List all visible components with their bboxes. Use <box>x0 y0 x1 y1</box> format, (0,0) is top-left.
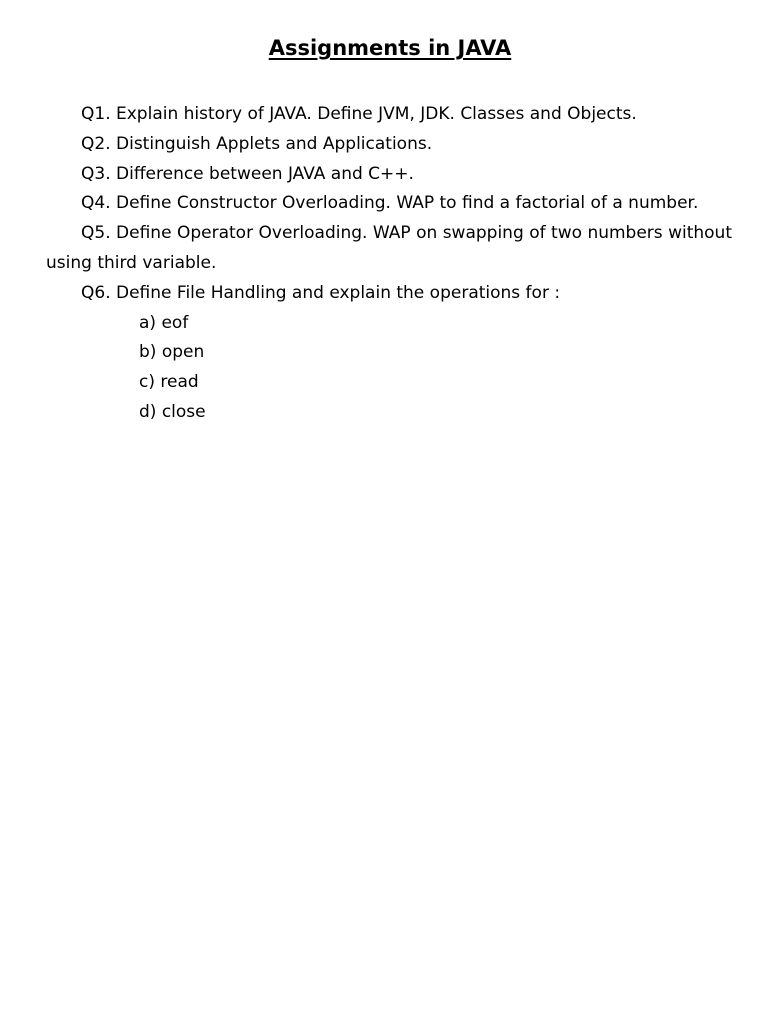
question-6: Q6. Define File Handling and explain the operations for : <box>81 282 561 303</box>
question-2: Q2. Distinguish Applets and Applications. <box>81 133 433 154</box>
question-1: Q1. Explain history of JAVA. Define JVM, JDK. Classes and Objects. <box>81 104 637 124</box>
question-4: Q4. Define Constructor Overloading. WAP to find a factorial of a number. <box>81 193 699 214</box>
question-6-option-b: b) open <box>139 342 205 363</box>
question-list <box>46 100 732 428</box>
document-title: Assignments in JAVA <box>268 36 512 60</box>
question-6-option-c: c) read <box>139 372 199 393</box>
question-5: Q5. Define Operator Overloading. WAP on swapping of two numbers without using third variable. <box>46 223 732 273</box>
question-6-option-d: d) close <box>139 401 206 422</box>
question-3: Q3. Difference between JAVA and C++. <box>81 163 414 184</box>
question-6-option-a: a) eof <box>139 312 189 333</box>
